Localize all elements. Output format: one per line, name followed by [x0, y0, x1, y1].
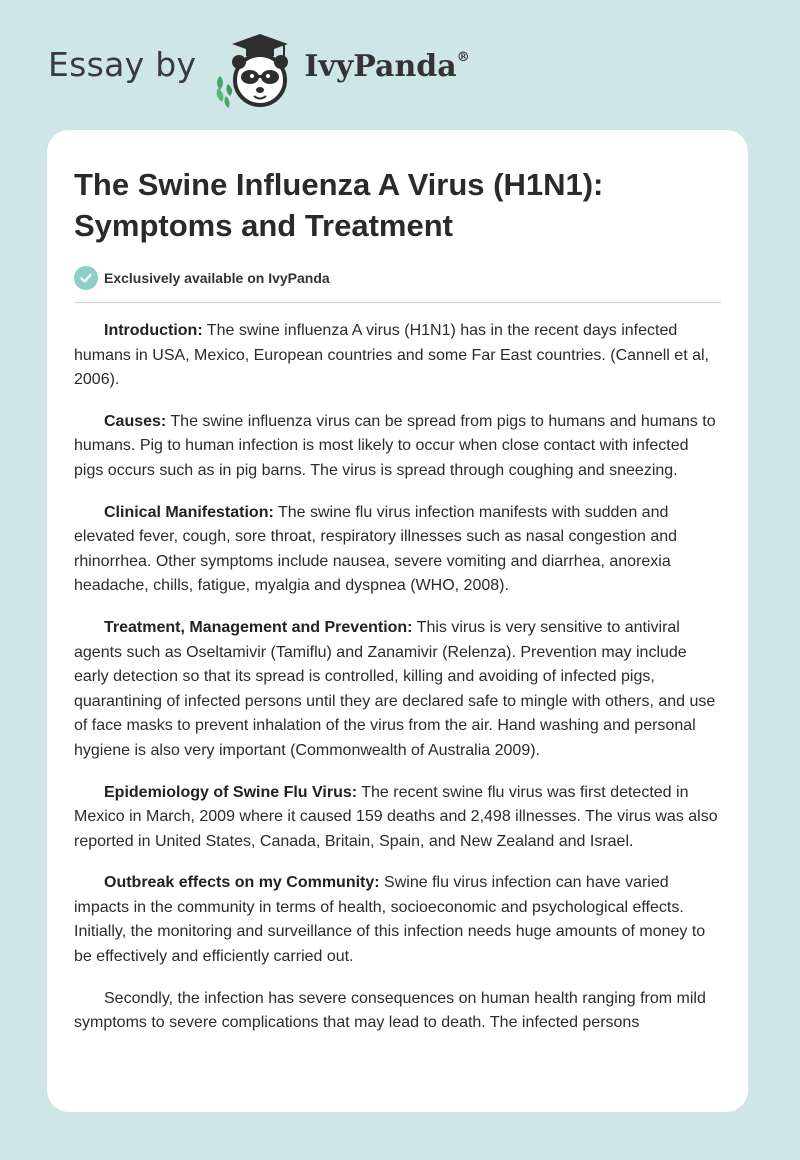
brand-name[interactable] — [304, 49, 469, 84]
page-title: The Swine Influenza A Virus (H1N1): Symptoms and Treatment — [74, 167, 604, 243]
paragraph-clinical-manifestation — [74, 501, 721, 599]
essay-body — [74, 319, 721, 1036]
brand-text: IvyPanda — [304, 48, 457, 84]
paragraph-text: The swine influenza A virus (H1N1) has in the recent days infected humans in USA, Mexico, European countries and some Far East countries. (Cannell et al, 2006). — [74, 322, 709, 389]
paragraph-text: The swine influenza virus can be spread from pigs to humans and humans to humans. Pig to human infection is most likely to occur when close contact with infected pigs occurs such as in pig barns. The virus is spread through coughing and sneezing. — [74, 412, 716, 479]
paragraph-treatment — [74, 616, 721, 764]
site-header — [48, 30, 470, 110]
registered-mark: ® — [456, 49, 470, 65]
paragraph-text: Swine flu virus infection can have varied impacts in the community in terms of health, socioeconomic and psychological effects. Initially, the monitoring and surveillance of this infection needs huge amounts of money to be effectively and efficiently carried out. — [74, 874, 706, 966]
paragraph-secondly — [74, 987, 721, 1036]
badge-label: Exclusively available on IvyPanda — [104, 270, 330, 286]
paragraph-heading: Causes: — [104, 412, 167, 430]
checkmark-icon — [74, 266, 98, 290]
paragraph-epidemiology — [74, 781, 721, 855]
paragraph-outbreak-effects — [74, 871, 721, 969]
paragraph-text: The swine flu virus infection manifests with sudden and elevated fever, cough, sore throat, respiratory illnesses such as nasal congestion and rhinorrhea. Other symptoms include nausea, severe vomiting and diarrhea, anorexia headache, chills, fatigue, myalgia and dyspnea (WHO, 2008). — [74, 503, 678, 595]
paragraph-heading: Clinical Manifestation: — [104, 503, 274, 521]
ivypanda-logo-icon[interactable] — [210, 30, 302, 110]
paragraph-heading: Treatment, Management and Prevention: — [104, 618, 413, 636]
paragraph-heading: Outbreak effects on my Community: — [104, 874, 380, 892]
paragraph-heading: Epidemiology of Swine Flu Virus: — [104, 783, 358, 801]
essay-by-label: Essay by — [48, 44, 197, 84]
paragraph-introduction — [74, 319, 721, 393]
paragraph-heading: Introduction: — [104, 322, 203, 339]
essay-card — [47, 130, 748, 1112]
exclusive-badge — [74, 266, 721, 303]
paragraph-text: The recent swine flu virus was first detected in Mexico in March, 2009 where it caused 159 deaths and 2,498 illnesses. The virus was also reported in United States, Canada, Britain, Spain, and New Zealand and Israel. — [74, 783, 718, 850]
paragraph-text: Secondly, the infection has severe consequences on human health ranging from mild symptoms to severe complications that may lead to death. The infected persons — [74, 989, 706, 1032]
paragraph-text: This virus is very sensitive to antiviral agents such as Oseltamivir (Tamiflu) and Zanamivir (Relenza). Prevention may include early detection so that its spread is controlled, killing and avoiding of infected pigs, quarantining of infected persons until they are declared safe to mingle with others, and use of face masks to prevent inhalation of the virus from the air. Hand washing and personal hygiene is also very important (Commonwealth of Australia 2009). — [74, 618, 716, 759]
paragraph-causes — [74, 410, 721, 484]
